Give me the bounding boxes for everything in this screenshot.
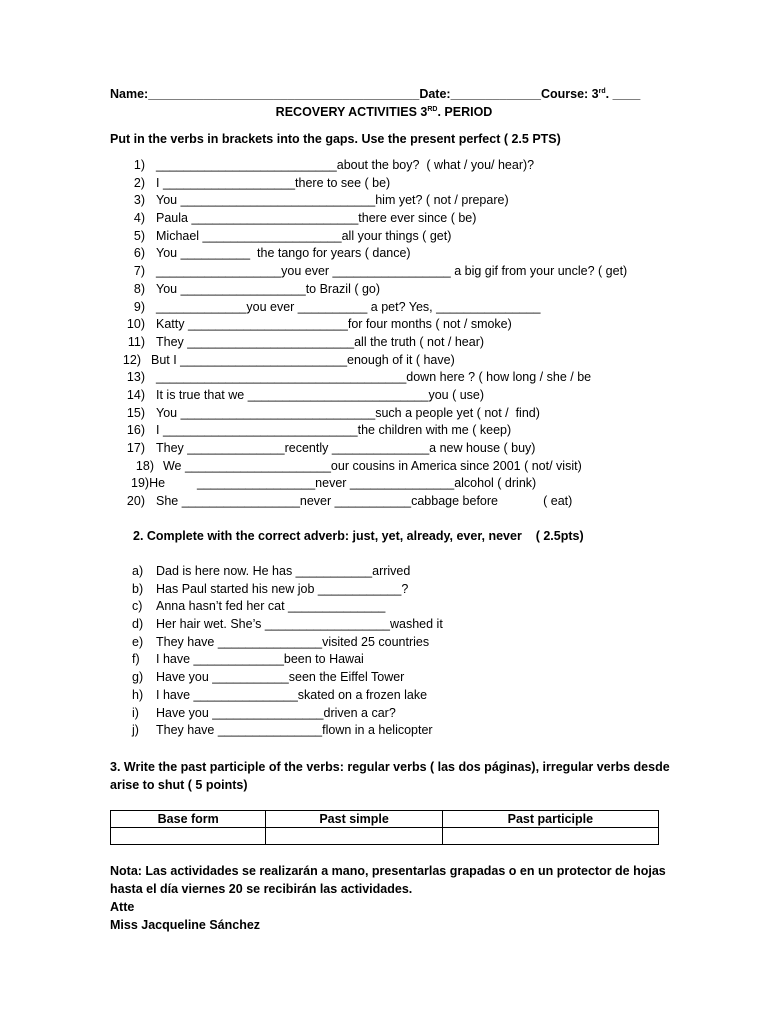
item-text: Has Paul started his new job ____________? xyxy=(156,581,409,596)
list-item xyxy=(0,210,768,228)
section1-list xyxy=(0,157,768,511)
list-item xyxy=(0,387,768,405)
item-number: 6) xyxy=(133,246,145,261)
item-letter: d) xyxy=(132,617,144,632)
item-letter: h) xyxy=(132,687,144,702)
item-text: They have _______________visited 25 countries xyxy=(156,634,430,649)
item-text: They ______________recently ______________a new house ( buy) xyxy=(156,441,536,455)
list-item xyxy=(0,405,768,423)
item-text: _________________never _______________alcohol ( drink) xyxy=(197,476,537,491)
item-text: _____________you ever __________ a pet? Yes, _______________ xyxy=(156,299,541,314)
note-atte: Atte xyxy=(110,900,135,914)
list-item xyxy=(0,245,768,263)
item-text: Katty _______________________for four months ( not / smoke) xyxy=(156,317,512,332)
item-text: They have _______________flown in a helicopter xyxy=(156,723,433,738)
list-item xyxy=(0,316,768,334)
item-number: 12) xyxy=(122,352,141,367)
list-item xyxy=(0,422,768,440)
list-item xyxy=(0,598,768,616)
item-text: She _________________never ___________cabbage before ( eat) xyxy=(156,494,573,509)
item-text: I have _____________been to Hawai xyxy=(156,652,364,667)
item-text: You ____________________________such a people yet ( not / find) xyxy=(156,405,540,420)
item-number: 14) xyxy=(126,387,145,402)
item-number: 3) xyxy=(133,193,145,208)
item-number: 11) xyxy=(127,334,145,349)
item-number: 7) xyxy=(133,264,145,279)
item-letter: e) xyxy=(132,634,144,649)
item-number: 2) xyxy=(133,175,145,190)
list-item xyxy=(0,175,768,193)
section2-list xyxy=(0,563,768,740)
item-text: Have you ________________driven a car? xyxy=(156,705,396,720)
list-item xyxy=(0,651,768,669)
header-course-sup: rd xyxy=(598,88,606,95)
section3-instruction: 3. Write the past participle of the verbs: regular verbs ( las dos páginas), irregular verbs desde arise to shut ( 5 points) xyxy=(110,760,670,792)
item-letter: j) xyxy=(132,723,139,738)
list-item xyxy=(0,563,768,581)
list-item xyxy=(0,687,768,705)
list-item xyxy=(0,616,768,634)
section2-instruction: 2. Complete with the correct adverb: just, yet, already, ever, never ( 2.5pts) xyxy=(133,529,584,543)
item-number: 5) xyxy=(133,228,145,243)
item-number: 19)He xyxy=(131,476,166,491)
item-text: Dad is here now. He has ___________arrived xyxy=(156,564,411,578)
item-text: I ___________________there to see ( be) xyxy=(156,175,391,190)
list-item xyxy=(0,299,768,317)
list-item xyxy=(0,722,768,740)
list-item xyxy=(0,493,768,511)
item-number: 16) xyxy=(126,423,145,438)
section1-instruction: Put in the verbs in brackets into the gaps. Use the present perfect ( 2.5 PTS) xyxy=(110,132,561,146)
title-tail: . PERIOD xyxy=(437,105,493,119)
past-participle-table xyxy=(110,810,659,845)
list-item xyxy=(0,157,768,175)
list-item xyxy=(0,705,768,723)
item-text: Have you ___________seen the Eiffel Tower xyxy=(156,670,405,685)
title-main: RECOVERY ACTIVITIES 3 xyxy=(275,105,428,119)
list-item xyxy=(0,440,768,458)
page-title xyxy=(0,104,768,120)
item-text: But I ________________________enough of it ( have) xyxy=(151,352,455,367)
item-text: Her hair wet. She’s __________________washed it xyxy=(156,617,443,632)
item-number: 15) xyxy=(126,405,145,420)
list-item xyxy=(0,634,768,652)
item-text: __________________________about the boy? ( what / you/ hear)? xyxy=(156,158,535,172)
list-item xyxy=(0,192,768,210)
item-letter: g) xyxy=(132,670,144,685)
item-text: You __________ the tango for years ( dance) xyxy=(156,246,411,261)
item-number: 4) xyxy=(133,211,145,226)
item-letter: f) xyxy=(132,652,140,667)
table-header-base-form: Base form xyxy=(111,811,266,828)
item-letter: i) xyxy=(132,705,139,720)
note-block xyxy=(110,862,670,934)
item-text: They ________________________all the truth ( not / hear) xyxy=(156,334,485,349)
item-text: I ____________________________the children with me ( keep) xyxy=(156,423,512,438)
item-letter: c) xyxy=(132,599,143,614)
item-text: You __________________to Brazil ( go) xyxy=(156,281,381,296)
list-item xyxy=(0,228,768,246)
list-item xyxy=(0,581,768,599)
item-number: 1) xyxy=(133,158,145,172)
table-row xyxy=(111,828,659,845)
note-text: Nota: Las actividades se realizarán a mano, presentarlas grapadas o en un protector de hojas hasta el día viernes 20 se recibirán las actividades. xyxy=(110,864,666,896)
table-cell-empty[interactable] xyxy=(442,828,658,845)
table-header-past-participle: Past participle xyxy=(442,811,658,828)
note-signature: Miss Jacqueline Sánchez xyxy=(110,918,261,932)
item-text: ____________________________________down here ? ( how long / she / be xyxy=(156,370,592,385)
item-number: 9) xyxy=(133,299,145,314)
item-text: You ____________________________him yet? ( not / prepare) xyxy=(156,193,509,208)
item-number: 13) xyxy=(126,370,145,385)
item-text: Paula ________________________there ever since ( be) xyxy=(156,211,477,226)
item-text: Anna hasn’t fed her cat ______________ xyxy=(156,599,386,614)
header-name-date-course: Name:_______________________________________Date:_____________Course: 3 xyxy=(110,87,599,101)
list-item xyxy=(0,475,768,493)
list-item xyxy=(0,352,768,370)
list-item xyxy=(0,263,768,281)
list-item xyxy=(0,669,768,687)
item-number: 18) xyxy=(135,458,154,473)
item-number: 20) xyxy=(126,494,145,509)
item-text: Michael ____________________all your things ( get) xyxy=(156,228,452,243)
table-header-past-simple: Past simple xyxy=(266,811,442,828)
item-text: We _____________________our cousins in America since 2001 ( not/ visit) xyxy=(156,458,582,473)
item-text: I have _______________skated on a frozen lake xyxy=(156,687,428,702)
item-text: __________________you ever _________________ a big gif from your uncle? ( get) xyxy=(156,264,628,279)
item-number: 8) xyxy=(133,281,145,296)
item-number: 17) xyxy=(126,441,145,455)
list-item xyxy=(0,281,768,299)
header-course-tail: . ____ xyxy=(605,87,641,101)
title-sup: RD xyxy=(427,106,438,113)
item-letter: a) xyxy=(132,564,144,578)
table-header-row xyxy=(111,811,659,828)
item-number: 10) xyxy=(126,317,145,332)
header-line xyxy=(110,86,640,102)
table-cell-empty[interactable] xyxy=(266,828,442,845)
list-item xyxy=(0,334,768,352)
table-cell-empty[interactable] xyxy=(111,828,266,845)
list-item xyxy=(0,369,768,387)
item-letter: b) xyxy=(132,581,144,596)
list-item xyxy=(0,458,768,476)
item-text: It is true that we __________________________you ( use) xyxy=(156,387,485,402)
